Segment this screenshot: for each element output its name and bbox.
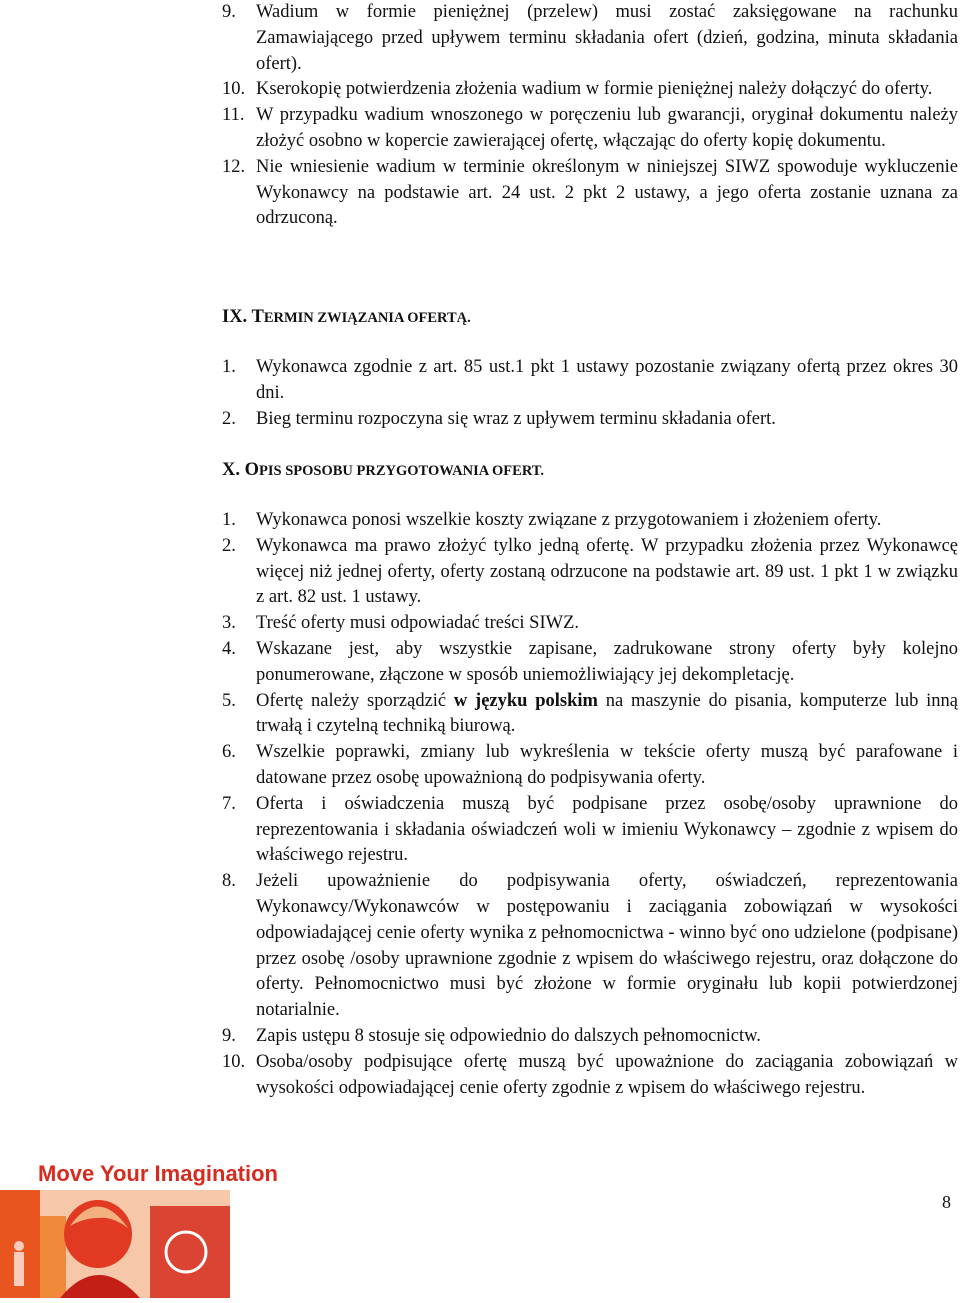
list-item — [222, 611, 958, 637]
heading-rest: ERMIN ZWIĄZANIA OFERTĄ. — [263, 310, 471, 326]
item-text: Wykonawca ma prawo złożyć tylko jedną ofertę. W przypadku złożenia przez Wykonawcę więcej niż jednej oferty, oferty zostaną odrzucone na podstawie art. 89 ust. 1 pkt 1 w związku z art. 82 ust. 1 ustawy. — [256, 535, 958, 608]
item-text: Wszelkie poprawki, zmiany lub wykreślenia w tekście oferty muszą być parafowane i datowane przez osobę upoważnioną do podpisywania oferty. — [256, 742, 958, 788]
list-item — [222, 740, 958, 792]
heading-first-letter: O — [244, 460, 260, 480]
list-item — [222, 355, 958, 407]
item-number: 7. — [222, 793, 236, 814]
item-text: Jeżeli upoważnienie do podpisywania oferty, oświadczeń, reprezentowania Wykonawcy/Wykonawców w postępowaniu i zaciągania zobowiązań w wysokości odpowiadającej cenie oferty wynika z pełnomocnictwa - winno być ono udzielone (podpisane) przez osobę /osoby uprawnione zgodnie z wpisem do właściwego rejestru, oraz dołączone do oferty. Pełnomocnictwo musi być złożone w formie oryginału lub kopii potwierdzonej notarialnie. — [256, 871, 958, 1021]
section-number: IX. — [222, 307, 248, 327]
list-item — [222, 103, 958, 155]
item-number: 4. — [222, 638, 236, 659]
item-text: Kserokopię potwierdzenia złożenia wadium w formie pieniężnej należy dołączyć do oferty. — [256, 79, 933, 100]
list-item — [222, 77, 958, 103]
item-number: 1. — [222, 357, 236, 377]
preparation-list — [222, 508, 958, 1101]
item-text: Zapis ustępu 8 stosuje się odpowiednio do dalszych pełnomocnictw. — [256, 1025, 761, 1046]
logo-block — [150, 1206, 230, 1298]
list-item — [222, 407, 958, 433]
logo-figure — [14, 1252, 24, 1286]
item-text: Wskazane jest, aby wszystkie zapisane, zadrukowane strony oferty były kolejno ponumerowane, złączone w sposób uniemożliwiający jej dekompletację. — [256, 638, 958, 685]
item-text: Wykonawca ponosi wszelkie koszty związane z przygotowaniem i złożeniem oferty. — [256, 510, 882, 530]
list-item — [222, 1050, 958, 1102]
list-item — [222, 792, 958, 869]
list-item — [222, 869, 958, 1024]
list-item — [222, 534, 958, 611]
item-number: 2. — [222, 535, 236, 556]
item-text: Nie wniesienie wadium w terminie określonym w niniejszej SIWZ spowoduje wykluczenie Wykonawcy na podstawie art. 24 ust. 2 pkt 2 ustawy, a jego oferta zostanie uznana za odrzuconą. — [256, 156, 958, 229]
logo-figure-head — [14, 1241, 24, 1251]
list-item — [222, 637, 958, 689]
item-text-after: na maszynie do pisania, komputerze lub inną trwałą i czytelną techniką biurową. — [256, 690, 958, 737]
logo-text: Move Your Imagination — [38, 1161, 278, 1186]
wadium-list — [222, 0, 958, 232]
item-number: 9. — [222, 2, 236, 22]
item-text-before: Ofertę należy sporządzić — [256, 690, 454, 711]
item-number: 10. — [222, 1051, 246, 1072]
list-item — [222, 155, 958, 232]
section-heading-ix — [222, 304, 471, 331]
item-text: Osoba/osoby podpisujące ofertę muszą być upoważnione do zaciągania zobowiązań w wysokości odpowiadającej cenie oferty zgodnie z wpisem do właściwego rejestru. — [256, 1051, 958, 1098]
item-number: 5. — [222, 690, 236, 711]
item-text: Wykonawca zgodnie z art. 85 ust.1 pkt 1 ustawy pozostanie związany ofertą przez okres 30 dni. — [256, 357, 958, 403]
section-number: X. — [222, 460, 240, 480]
item-number: 10. — [222, 79, 246, 100]
list-item — [222, 689, 958, 741]
item-number: 9. — [222, 1025, 236, 1046]
item-text: Bieg terminu rozpoczyna się wraz z upływem terminu składania ofert. — [256, 408, 776, 429]
item-number: 2. — [222, 408, 236, 429]
list-item — [222, 508, 958, 534]
item-text: Oferta i oświadczenia muszą być podpisane przez osobę/osoby uprawnione do reprezentowania i składania oświadczeń woli w imieniu Wykonawcy – zgodnie z wpisem do właściwego rejestru. — [256, 793, 958, 866]
item-text: Treść oferty musi odpowiadać treści SIWZ. — [256, 613, 579, 634]
list-item — [222, 1024, 958, 1050]
logo-stripe — [40, 1216, 66, 1298]
item-number: 12. — [222, 156, 246, 177]
section-heading-x — [222, 457, 544, 484]
list-item — [222, 0, 958, 77]
heading-rest: PIS SPOSOBU PRZYGOTOWANIA OFERT. — [259, 463, 544, 479]
item-text: W przypadku wadium wnoszonego w poręczeniu lub gwarancji, oryginał dokumentu należy złożyć osobno w kopercie zawierającej ofertę, włączając do oferty kopię dokumentu. — [256, 105, 958, 151]
item-number: 6. — [222, 742, 236, 763]
item-text-bold: w języku polskim — [453, 690, 598, 711]
move-your-imagination-logo — [0, 1156, 278, 1298]
item-text: Wadium w formie pieniężnej (przelew) musi zostać zaksięgowane na rachunku Zamawiającego przed upływem terminu składania ofert (dzień, godzina, minuta składania ofert). — [256, 2, 958, 74]
item-number: 3. — [222, 613, 236, 634]
binding-list — [222, 355, 958, 432]
item-number: 11. — [222, 105, 245, 126]
item-number: 8. — [222, 871, 236, 892]
item-number: 1. — [222, 510, 236, 530]
page-number: 8 — [942, 1192, 951, 1212]
heading-first-letter: T — [251, 307, 264, 327]
